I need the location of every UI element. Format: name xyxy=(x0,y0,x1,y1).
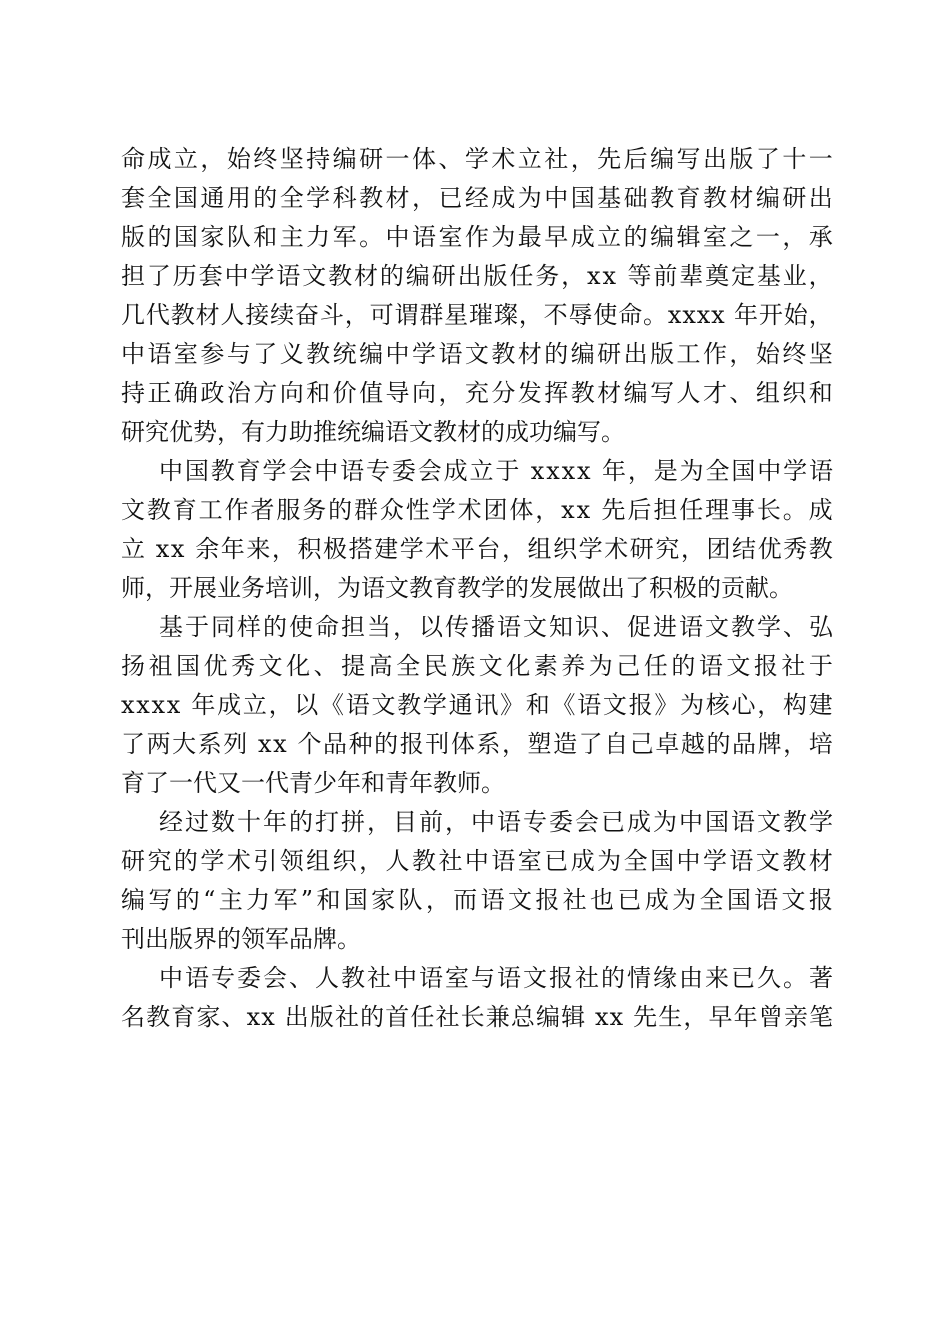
text-line: 文 教 育 工 作 者 服 务 的 群 众 性 学 术 团 体 ， x x 先 后 担 任 理 事 长 。 成 xyxy=(121,496,833,524)
text-line: 研 究 的 学 术 引 领 组 织 ， 人 教 社 中 语 室 已 成 为 全 国 中 学 语 文 教 材 xyxy=(121,847,833,875)
text-line: x x x x 年 成 立 ， 以 《 语 文 教 学 通 讯 》 和 《 语 文 报 》 为 核 心 ， 构 建 xyxy=(121,691,833,719)
text-line: 研究优势，有力助推统编语文教材的成功编写。 xyxy=(121,418,625,446)
text-line: 中 国 教 育 学 会 中 语 专 委 会 成 立 于 x x x x 年 ， 是 为 全 国 中 学 语 xyxy=(159,457,833,485)
text-line: 名 教 育 家 、 x x 出 版 社 的 首 任 社 长 兼 总 编 辑 x x 先 生 ， 早 年 曾 亲 笔 xyxy=(121,1003,833,1031)
text-line: 育了一代又一代青少年和青年教师。 xyxy=(121,769,505,797)
text-line: 编 写 的 “ 主 力 军 ” 和 国 家 队 ， 而 语 文 报 社 也 已 成 为 全 国 语 文 报 xyxy=(121,886,833,914)
text-line: 中 语 室 参 与 了 义 教 统 编 中 学 语 文 教 材 的 编 研 出 版 工 作 ， 始 终 坚 xyxy=(121,340,833,368)
text-line: 几 代 教 材 人 接 续 奋 斗 ， 可 谓 群 星 璀 璨 ， 不 辱 使 命 。 x x x x 年 开 始 ， xyxy=(121,301,833,329)
text-line: 师，开展业务培训，为语文教育教学的发展做出了积极的贡献。 xyxy=(121,574,793,602)
text-line: 中 语 专 委 会 、 人 教 社 中 语 室 与 语 文 报 社 的 情 缘 由 来 已 久 。 著 xyxy=(159,964,833,992)
text-line: 担 了 历 套 中 学 语 文 教 材 的 编 研 出 版 任 务 ， x x 等 前 辈 奠 定 基 业 ， xyxy=(121,262,833,290)
text-line: 版 的 国 家 队 和 主 力 军 。 中 语 室 作 为 最 早 成 立 的 编 辑 室 之 一 ， 承 xyxy=(121,223,833,251)
text-line: 了 两 大 系 列 x x 个 品 种 的 报 刊 体 系 ， 塑 造 了 自 己 卓 越 的 品 牌 ， 培 xyxy=(121,730,833,758)
text-line: 套 全 国 通 用 的 全 学 科 教 材 ， 已 经 成 为 中 国 基 础 教 育 教 材 编 研 出 xyxy=(121,184,833,212)
text-line: 经 过 数 十 年 的 打 拼 ， 目 前 ， 中 语 专 委 会 已 成 为 中 国 语 文 教 学 xyxy=(159,808,833,836)
text-line: 刊出版界的领军品牌。 xyxy=(121,925,361,953)
document-body xyxy=(121,140,833,1037)
text-line: 基 于 同 样 的 使 命 担 当 ， 以 传 播 语 文 知 识 、 促 进 语 文 教 学 、 弘 xyxy=(159,613,833,641)
text-line: 扬 祖 国 优 秀 文 化 、 提 高 全 民 族 文 化 素 养 为 己 任 的 语 文 报 社 于 xyxy=(121,652,833,680)
text-line: 立 x x 余 年 来 ， 积 极 搭 建 学 术 平 台 ， 组 织 学 术 研 究 ， 团 结 优 秀 教 xyxy=(121,535,833,563)
text-line: 命 成 立 ， 始 终 坚 持 编 研 一 体 、 学 术 立 社 ， 先 后 编 写 出 版 了 十 一 xyxy=(121,145,833,173)
text-line: 持 正 确 政 治 方 向 和 价 值 导 向 ， 充 分 发 挥 教 材 编 写 人 才 、 组 织 和 xyxy=(121,379,833,407)
